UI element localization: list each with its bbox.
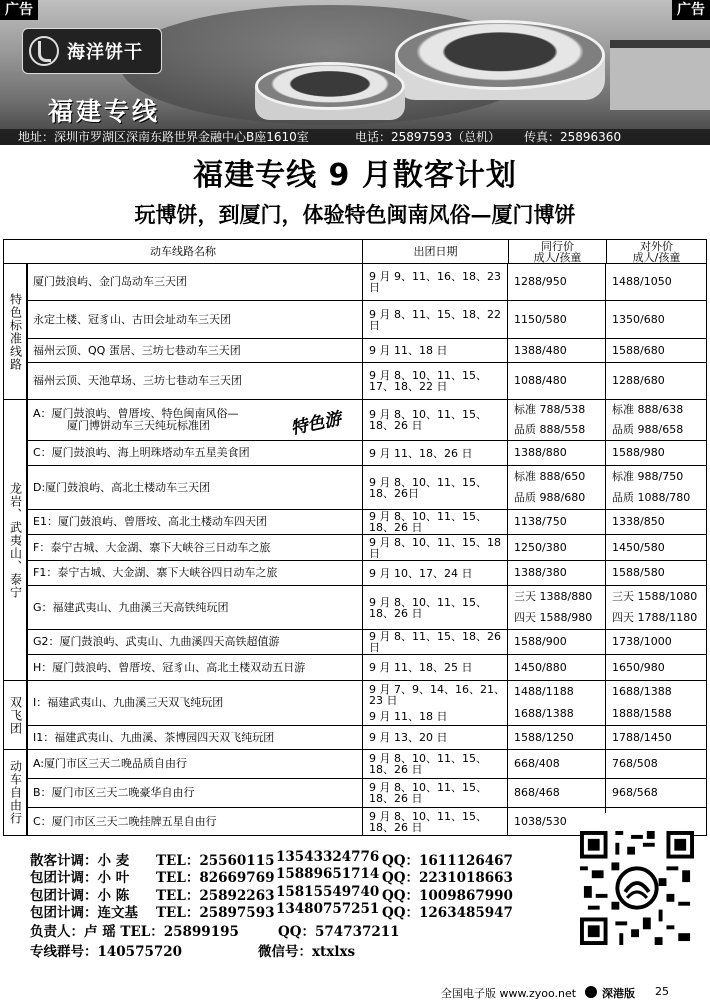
phone-text: 电话：25897593（总机）	[355, 130, 501, 144]
ad-tag-right: 广告	[672, 0, 710, 20]
header-route: 动车线路名称	[3, 239, 363, 264]
table-row: D:厦门鼓浪屿、高北土楼动车三天团 9 月 8、10、11、15、18、26日 标准 888/650 品质 988/680 标准 988/750 品质 1088/780	[3, 466, 707, 510]
table-row: E1：厦门鼓浪屿、曾厝垵、高北土楼动车四天团 9 月 8、10、11、15、18、26 日 1138/750 1338/850	[3, 510, 707, 535]
table-row: 永定土楼、冠豸山、古田会址动车三天团 9 月 8、11、15、18、22 日 1150/580 1350/680	[3, 301, 707, 339]
table-row: G：福建武夷山、九曲溪三天高铁纯玩团 9 月 8、10、11、15、18、26 日 三天 1388/880 四天 1588/980 三天 1588/1080 四天 1788/1180	[3, 586, 707, 630]
footer-edition: 全国电子版 www.zyoo.net	[441, 987, 577, 1000]
brand-logo	[22, 28, 162, 74]
table-row: A：厦门鼓浪屿、曾厝垵、特色闽南风俗— 厦门博饼动车三天纯玩标准团 9 月 8、10、11、15、18、26 日 标准 788/538 品质 888/558 标准 888/638 品质 988/658	[3, 400, 707, 441]
stamp-icon	[585, 986, 597, 998]
table-row: I1：福建武夷山、九曲溪、茶博园四天双飞纯玩团 9 月 13、20 日 1588/1250 1788/1450	[3, 726, 707, 750]
footer-region: 深港版	[602, 987, 635, 1000]
table-row: 福州云顶、天池草场、三坊七巷动车三天团 9 月 8、10、11、15、17、18、22 日 1088/480 1288/680	[3, 363, 707, 400]
tulou-roof	[395, 20, 605, 90]
table-row: 福州云顶、QQ 蛋居、三坊七巷动车三天团 9 月 11、18 日 1388/480 1588/680	[3, 339, 707, 363]
table-row: G2：厦门鼓浪屿、武夷山、九曲溪四天高铁超值游 9 月 8、11、15、18、26 日 1588/900 1738/1000	[3, 630, 707, 655]
fax-text: 传真：25896360	[524, 130, 622, 144]
table-row: H：厦门鼓浪屿、曾厝垵、冠豸山、高北土楼双动五日游 9 月 11、18、25 日 1450/880 1650/980	[3, 655, 707, 681]
tulou-roof-small	[255, 62, 405, 110]
address-bar	[0, 129, 710, 145]
page-title: 福建专线 9 月散客计划	[193, 158, 517, 193]
footprint-icon	[29, 36, 59, 66]
page-subtitle: 玩博饼，到厦门，体验特色闽南风俗—厦门博饼	[134, 202, 576, 227]
table-row: F1：泰宁古城、大金湖、寨下大峡谷四日动车之旅 9 月 10、17、24 日 1388/380 1588/580	[3, 561, 707, 586]
house-shape	[610, 40, 710, 110]
logo-text: 海洋饼干	[67, 42, 143, 63]
banner-title: 福建专线	[48, 97, 161, 126]
table-row: C：厦门市区三天二晚挂牌五星自由行 9 月 8、10、11、15、18、26 日 1038/530 1138/580	[3, 808, 707, 836]
header-banner	[0, 0, 710, 145]
group-standard: 特色标准线路	[3, 264, 27, 400]
header-public-price: 对外价 成人/孩童	[606, 239, 707, 264]
ad-tag-left: 广告	[0, 0, 38, 20]
qr-code-icon	[580, 813, 694, 963]
group-free-travel: 动车自由行	[3, 750, 27, 836]
table-row: I：福建武夷山、九曲溪三天双飞纯玩团 9 月 7、9、14、16、21、23 日 9 月 11、18 日 1488/1188 1688/1388 1688/1388 1888/1588	[3, 681, 707, 726]
header-peer-price: 同行价 成人/孩童	[508, 239, 607, 264]
header-date: 出团日期	[362, 239, 509, 264]
table-row: F：泰宁古城、大金湖、寨下大峡谷三日动车之旅 9 月 8、10、11、15、18 日 1250/380 1450/580	[3, 535, 707, 561]
page-number: 25	[655, 985, 669, 998]
address-text: 地址：深圳市罗湖区深南东路世界金融中心B座1610室	[18, 130, 309, 144]
table-row: B：厦门市区三天二晚豪华自由行 9 月 8、10、11、15、18、26 日 868/468 968/568	[3, 779, 707, 808]
group-flight: 双飞团	[3, 681, 27, 750]
group-longyan-wuyi: 龙岩、武夷山、泰宁	[3, 400, 27, 681]
table-row: C：厦门鼓浪屿、海上明珠塔动车五星美食团 9 月 11、18、26 日 1388/880 1588/980	[3, 441, 707, 466]
table-row: A:厦门市区三天二晚品质自由行 9 月 8、10、11、15、18、26 日 668/408 768/508	[3, 750, 707, 779]
page-footer	[0, 985, 710, 1000]
feature-stamp: 特色游	[286, 404, 345, 440]
table-row: 厦门鼓浪屿、金门岛动车三天团 9 月 9、11、16、18、23 日 1288/950 1488/1050	[3, 264, 707, 301]
